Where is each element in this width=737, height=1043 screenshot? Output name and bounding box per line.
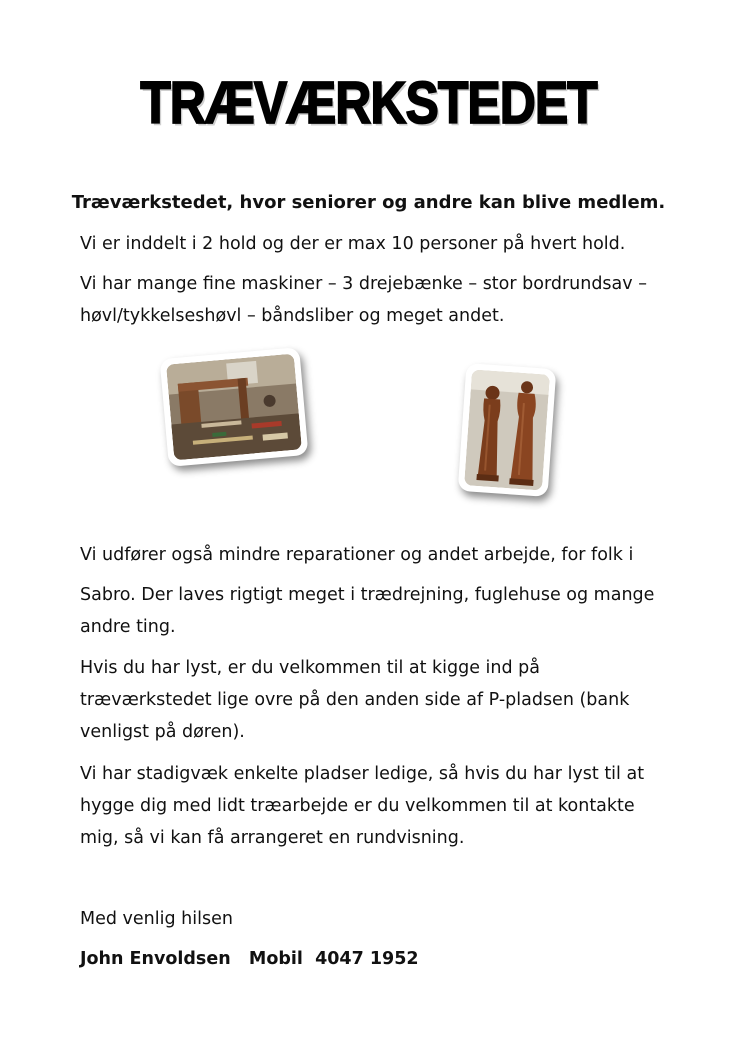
- workshop-photo: [160, 347, 309, 467]
- paragraph-activities: Sabro. Der laves rigtigt meget i trædrejning, fuglehuse og mange andre ting.: [80, 585, 655, 637]
- pepper-mills-photo: [458, 363, 557, 497]
- pepper-mills-image: [464, 369, 550, 490]
- signature-contact: John Envoldsen Mobil 4047 1952: [80, 949, 419, 969]
- page-subtitle: Træværkstedet, hvor seniorer og andre kan blive medlem.: [71, 192, 666, 213]
- closing-greeting: Med venlig hilsen: [80, 909, 233, 929]
- paragraph-groups: Vi er inddelt i 2 hold og der er max 10 personer på hvert hold.: [80, 234, 626, 254]
- paragraph-repairs: Vi udfører også mindre reparationer og andet arbejde, for folk i: [80, 545, 634, 565]
- paragraph-machines: Vi har mange fine maskiner – 3 drejebænke – stor bordrundsav – høvl/tykkelseshøvl – båndsliber og meget andet.: [80, 274, 647, 326]
- page-title: TRÆVÆRKSTEDET: [140, 69, 597, 137]
- paragraph-vacancies: Vi har stadigvæk enkelte pladser ledige, så hvis du har lyst til at hygge dig med lidt træarbejde er du velkommen til at kontakte mig, så vi kan få arrangeret en rundvisning.: [80, 764, 645, 848]
- paragraph-visit: Hvis du har lyst, er du velkommen til at kigge ind på træværkstedet lige ovre på den anden side af P-pladsen (bank venligst på døren).: [80, 658, 630, 742]
- workshop-image: [166, 354, 302, 461]
